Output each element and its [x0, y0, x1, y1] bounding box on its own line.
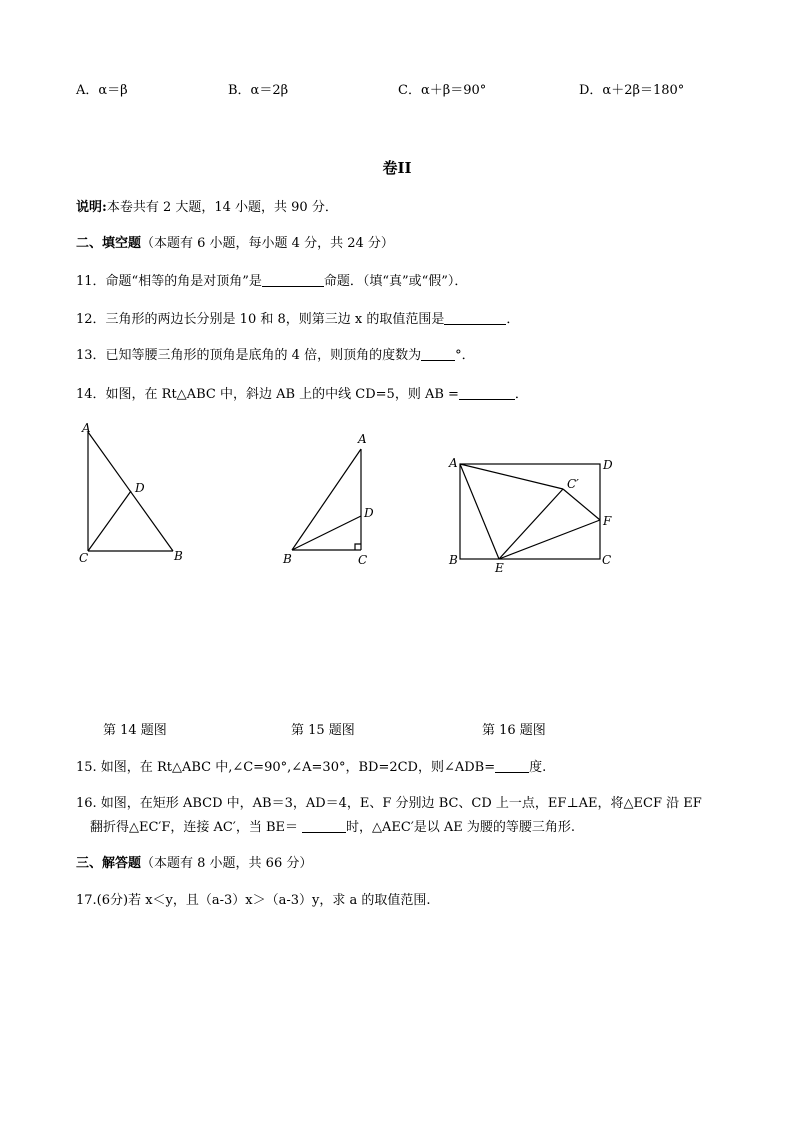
fig16-segment-ac-prime	[460, 464, 563, 489]
fig16-label-c: C	[602, 553, 612, 567]
option-a: A．α＝β	[76, 83, 128, 98]
section-title: 卷II	[382, 159, 412, 177]
q15-suffix: 度.	[529, 760, 547, 775]
note-line	[76, 199, 338, 217]
question-16-line-2	[90, 818, 575, 837]
fig16-label-e: E	[495, 561, 504, 575]
fig16-segment-ef	[499, 520, 600, 559]
note-text: 本卷共有 2 大题，14 小题，共 90 分．	[106, 200, 338, 215]
fig14-label-c: C	[79, 551, 89, 565]
fig16-segment-ec-prime	[499, 489, 563, 559]
fig16-segment-c-prime-f	[563, 489, 600, 520]
fig16-label-f: F	[603, 514, 612, 528]
fig16-label-b: B	[449, 553, 458, 567]
fig16-label-c-prime: C′	[567, 477, 579, 491]
fig16-label-d: D	[603, 458, 613, 472]
part3-text: （本题有 8 小题，共 66 分）	[141, 856, 313, 871]
fig15-side-ab	[292, 449, 361, 550]
question-17: 17.(6分)若 x＜y，且（a-3）x＞（a-3）y，求 a 的取值范围.	[76, 893, 431, 908]
q15-blank	[495, 758, 529, 773]
option-d: D．α＋2β＝180°	[579, 83, 685, 98]
fig14-median-cd	[88, 491, 131, 551]
q11-blank	[262, 272, 324, 287]
question-16-line-1: 16. 如图，在矩形 ABCD 中，AB＝3，AD＝4，E、F 分别边 BC、CD 上一点，EF⊥AE，将△ECF 沿 EF	[76, 796, 702, 811]
figure-14	[76, 420, 196, 570]
q12-suffix: ．	[506, 312, 520, 327]
fig15-label-b: B	[283, 552, 292, 566]
question-13	[76, 346, 475, 365]
q16-text: 翻折得△EC′F，连接 AC′，当 BE＝	[90, 820, 299, 835]
fig14-label-a: A	[82, 421, 91, 435]
note-label: 说明:	[76, 200, 107, 215]
q13-blank	[421, 346, 455, 361]
caption-fig-16: 第 16 题图	[482, 723, 546, 738]
option-b: B．α＝2β	[228, 83, 289, 98]
option-c: C．α＋β＝90°	[398, 83, 487, 98]
fig14-label-b: B	[174, 549, 183, 563]
q16-blank	[302, 818, 346, 833]
q12-blank	[444, 310, 506, 325]
fig14-label-d: D	[135, 481, 145, 495]
question-12	[76, 310, 519, 329]
fig16-rectangle-abcd	[460, 464, 600, 559]
part2-text: （本题有 6 小题，每小题 4 分，共 24 分）	[141, 236, 394, 251]
figure-16	[445, 452, 625, 577]
q15-text: 15. 如图，在 Rt△ABC 中,∠C=90°,∠A=30°，BD=2CD，则∠ADB=	[76, 760, 496, 775]
fig15-label-a: A	[358, 432, 367, 446]
q13-suffix: °．	[455, 348, 475, 363]
fig15-label-d: D	[364, 506, 374, 520]
fig16-label-a: A	[449, 456, 458, 470]
q11-suffix: 命题．（填“真”或“假”）．	[323, 274, 468, 289]
fig16-segment-ae	[460, 464, 499, 559]
caption-fig-14: 第 14 题图	[103, 723, 167, 738]
q14-blank	[459, 385, 515, 400]
fig15-segment-bd	[292, 516, 361, 550]
q14-text: 14．如图，在 Rt△ABC 中，斜边 AB 上的中线 CD=5，则 AB =	[76, 387, 459, 402]
question-14	[76, 385, 528, 404]
fig15-right-angle-mark	[355, 544, 361, 550]
question-15	[76, 758, 546, 777]
figure-15	[278, 425, 378, 575]
q14-suffix: ．	[514, 387, 528, 402]
caption-fig-15: 第 15 题图	[291, 723, 355, 738]
part2-label: 二、填空题	[76, 236, 142, 251]
q12-text: 12．三角形的两边长分别是 10 和 8，则第三边 x 的取值范围是	[76, 312, 445, 327]
part3-label: 三、解答题	[76, 856, 142, 871]
q16-suffix: 时，△AEC′是以 AE 为腰的等腰三角形.	[346, 820, 576, 835]
part3-heading	[76, 855, 312, 873]
q13-text: 13．已知等腰三角形的顶角是底角的 4 倍，则顶角的度数为	[76, 348, 422, 363]
question-11	[76, 272, 467, 291]
q11-text: 11．命题“相等的角是对顶角”是	[76, 274, 262, 289]
fig15-label-c: C	[358, 553, 368, 567]
part2-heading	[76, 235, 394, 253]
